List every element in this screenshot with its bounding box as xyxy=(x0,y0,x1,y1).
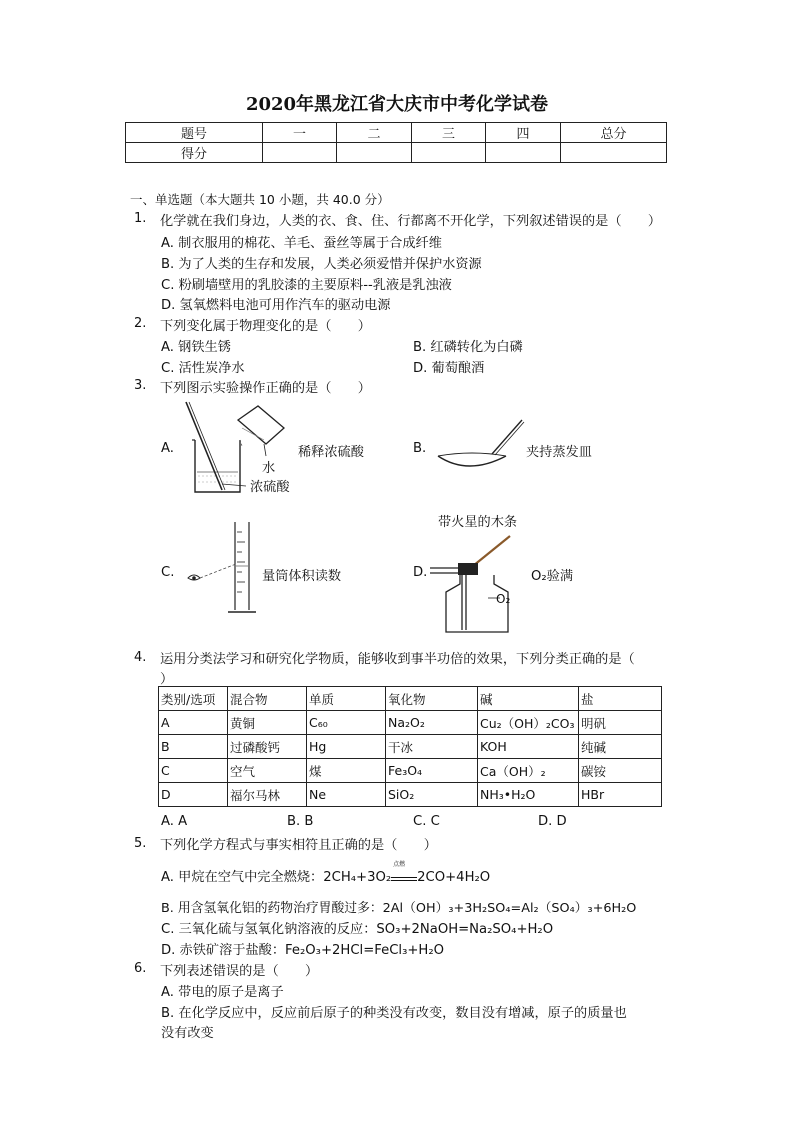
table-header: 碱 xyxy=(478,687,579,711)
option-c-caption: 量筒体积读数 xyxy=(262,569,342,584)
score-header-cell: 四 xyxy=(486,123,561,143)
table-cell: Hg xyxy=(307,735,386,759)
table-cell: SiO₂ xyxy=(386,783,478,807)
evaporating-dish-illustration xyxy=(436,416,526,480)
option-d[interactable]: D. 葡萄酿酒 xyxy=(413,361,485,376)
splint-label: 带火星的木条 xyxy=(438,515,518,530)
question-text: 下列化学方程式与事实相符且正确的是（ ） xyxy=(160,838,437,853)
score-header-cell: 三 xyxy=(412,123,486,143)
option-c[interactable]: C. C xyxy=(413,814,440,829)
table-row xyxy=(159,735,662,759)
score-table xyxy=(125,122,667,163)
table-header: 盐 xyxy=(579,687,662,711)
equal-sign xyxy=(391,877,417,881)
table-cell: Cu₂（OH）₂CO₃ xyxy=(478,711,579,735)
page-title: 2020年黑龙江省大庆市中考化学试卷 xyxy=(245,94,549,115)
question-number: 2. xyxy=(134,316,147,331)
table-cell: 干冰 xyxy=(386,735,478,759)
score-row-label: 得分 xyxy=(126,143,263,163)
oxygen-label: O₂ xyxy=(496,592,511,606)
option-c[interactable]: C. 活性炭净水 xyxy=(161,361,245,376)
table-header: 单质 xyxy=(307,687,386,711)
option-c[interactable]: C. xyxy=(161,565,175,580)
option-a-caption: 稀释浓硫酸 xyxy=(298,445,364,460)
table-cell: Ca（OH）₂ xyxy=(478,759,579,783)
table-header: 氧化物 xyxy=(386,687,478,711)
water-label: 水 xyxy=(262,461,276,476)
score-cell[interactable] xyxy=(263,143,337,163)
table-cell: 明矾 xyxy=(579,711,662,735)
score-cell[interactable] xyxy=(337,143,412,163)
table-cell: 煤 xyxy=(307,759,386,783)
option-d[interactable]: D. D xyxy=(538,814,567,829)
condition-label: 点燃 xyxy=(393,861,406,868)
question-number: 5. xyxy=(134,836,147,851)
table-row xyxy=(159,711,662,735)
graduated-cylinder-illustration xyxy=(180,520,260,620)
table-cell: D xyxy=(159,783,228,807)
option-a[interactable] xyxy=(161,861,491,885)
table-cell: 黄铜 xyxy=(228,711,307,735)
table-cell: 纯碱 xyxy=(579,735,662,759)
score-header-cell: 一 xyxy=(263,123,337,143)
option-a[interactable]: A. A xyxy=(161,814,188,829)
option-a[interactable]: A. 制衣服用的棉花、羊毛、蚕丝等属于合成纤维 xyxy=(161,236,442,251)
table-header: 混合物 xyxy=(228,687,307,711)
question-number: 3. xyxy=(134,378,147,393)
option-b-caption: 夹持蒸发皿 xyxy=(526,445,592,460)
score-cell[interactable] xyxy=(412,143,486,163)
option-b[interactable]: B. 为了人类的生存和发展，人类必须爱惜并保护水资源 xyxy=(161,257,482,272)
table-cell: A xyxy=(159,711,228,735)
option-a-rhs: 2CO+4H₂O xyxy=(417,870,491,885)
section-heading: 一、单选题（本大题共 10 小题，共 40.0 分） xyxy=(130,192,390,207)
option-c[interactable]: C. 粉刷墙壁用的乳胶漆的主要原料--乳液是乳浊液 xyxy=(161,278,452,293)
reaction-arrow xyxy=(391,861,417,881)
option-a[interactable]: A. xyxy=(161,441,174,456)
oxygen-bottle-illustration xyxy=(428,530,528,634)
question-text: 运用分类法学习和研究化学物质，能够收到事半功倍的效果，下列分类正确的是（ xyxy=(160,652,635,667)
option-d[interactable]: D. 氢氧燃料电池可用作汽车的驱动电源 xyxy=(161,298,391,313)
table-cell: Na₂O₂ xyxy=(386,711,478,735)
option-d-caption: O₂验满 xyxy=(531,569,574,584)
acid-label: 浓硫酸 xyxy=(250,480,290,495)
score-header-cell: 二 xyxy=(337,123,412,143)
question-number: 1. xyxy=(134,211,147,226)
question-number: 6. xyxy=(134,961,147,976)
option-d[interactable]: D. 赤铁矿溶于盐酸：Fe₂O₃+2HCl=FeCl₃+H₂O xyxy=(161,943,445,958)
table-cell: HBr xyxy=(579,783,662,807)
option-b[interactable]: B. xyxy=(413,441,427,456)
score-cell[interactable] xyxy=(486,143,561,163)
table-row xyxy=(159,759,662,783)
question-text-cont: ） xyxy=(160,672,174,687)
table-cell: 空气 xyxy=(228,759,307,783)
score-header-cell: 题号 xyxy=(126,123,263,143)
option-a[interactable]: A. 钢铁生锈 xyxy=(161,340,231,355)
table-header: 类别/选项 xyxy=(159,687,228,711)
table-cell: B xyxy=(159,735,228,759)
option-a-lhs: A. 甲烷在空气中完全燃烧：2CH₄+3O₂ xyxy=(161,870,392,885)
option-b[interactable]: B. 红磷转化为白磷 xyxy=(413,340,523,355)
option-a[interactable]: A. 带电的原子是离子 xyxy=(161,985,284,1000)
table-cell: NH₃•H₂O xyxy=(478,783,579,807)
option-b[interactable]: B. B xyxy=(287,814,314,829)
option-b[interactable]: B. 在化学反应中，反应前后原子的种类没有改变，数目没有增减，原子的质量也 xyxy=(161,1006,627,1021)
question-text: 下列表述错误的是（ ） xyxy=(160,964,319,979)
question-text: 下列图示实验操作正确的是（ ） xyxy=(160,381,371,396)
table-cell: C xyxy=(159,759,228,783)
table-cell: 福尔马林 xyxy=(228,783,307,807)
table-cell: C₆₀ xyxy=(307,711,386,735)
table-cell: 碳铵 xyxy=(579,759,662,783)
classification-table xyxy=(158,686,662,807)
question-number: 4. xyxy=(134,650,147,665)
table-row xyxy=(159,783,662,807)
option-b[interactable]: B. 用含氢氧化铝的药物治疗胃酸过多：2Al（OH）₃+3H₂SO₄=Al₂（SO₄）₃+6H₂O xyxy=(161,901,637,916)
option-b-cont: 没有改变 xyxy=(161,1026,214,1041)
question-text: 下列变化属于物理变化的是（ ） xyxy=(160,319,371,334)
table-cell: Ne xyxy=(307,783,386,807)
question-text: 化学就在我们身边，人类的衣、食、住、行都离不开化学，下列叙述错误的是（ ） xyxy=(160,214,662,229)
score-cell[interactable] xyxy=(561,143,667,163)
score-header-cell: 总分 xyxy=(561,123,667,143)
table-cell: KOH xyxy=(478,735,579,759)
option-d[interactable]: D. xyxy=(413,565,428,580)
table-cell: Fe₃O₄ xyxy=(386,759,478,783)
table-cell: 过磷酸钙 xyxy=(228,735,307,759)
option-c[interactable]: C. 三氧化硫与氢氧化钠溶液的反应：SO₃+2NaOH=Na₂SO₄+H₂O xyxy=(161,922,554,937)
